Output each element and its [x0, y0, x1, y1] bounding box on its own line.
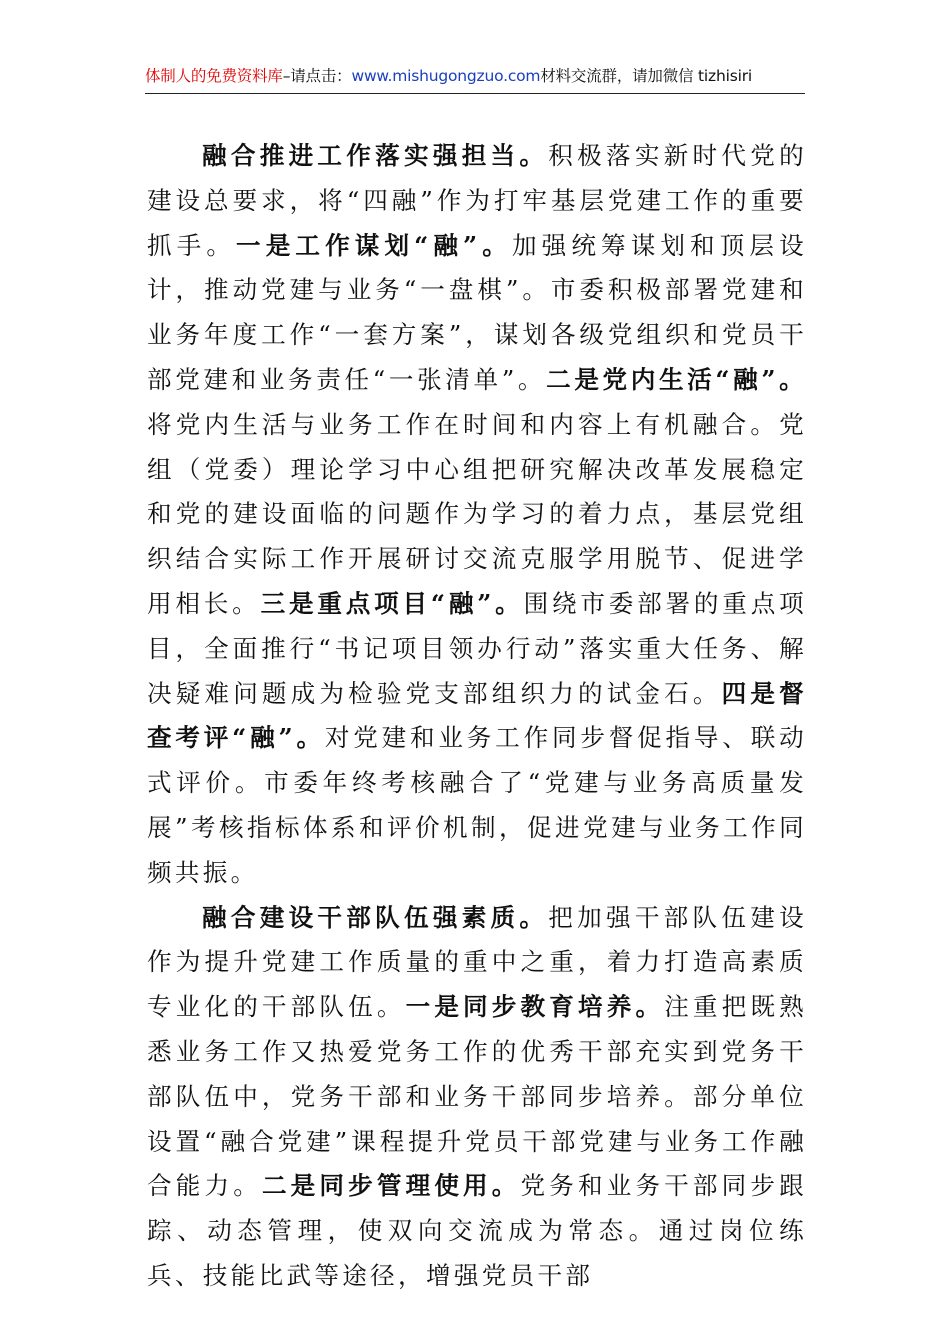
header-url-link[interactable]: www.mishugongzuo.com — [351, 67, 541, 85]
header-prompt: –请点击： — [282, 67, 352, 85]
para2-text: 党务和业务干部同步跟踪、动态管理，使双向交流成为常态。通过岗位练兵、技能比武等途径，增强党员干部 — [147, 1171, 808, 1290]
para1-point-4: 四是督查考评“融”。 — [147, 678, 807, 753]
para1-point-1: 一是工作谋划“融”。 — [236, 230, 512, 260]
para1-text: 围绕市委部署的重点项目，全面推行“书记项目领办行动”落实重大任务、解决疑难问题成为检验党支部组织力的试金石。 — [147, 588, 807, 708]
para2-text: 注重把既熟悉业务工作又热爱党务工作的优秀干部充实到党务干部队伍中，党务干部和业务干部同步培养。部分单位设置“融合党建”课程提升党员干部党建与业务工作融合能力。 — [147, 992, 808, 1201]
para1-point-3: 三是重点项目“融”。 — [260, 588, 524, 618]
paragraph-work-integration — [147, 134, 807, 896]
paragraph-cadre-team — [147, 896, 807, 1299]
para1-text: 将党内生活与业务工作在时间和内容上有机融合。党组（党委）理论学习中心组把研究解决改革发展稳定和党的建设面临的问题作为学习的着力点，基层党组织结合实际工作开展研讨交流克服学用脱节、促进学用相长。 — [147, 409, 807, 618]
document-body — [147, 134, 807, 1299]
header-contact: 材料交流群，请加微信 tizhisiri — [540, 67, 752, 85]
para1-text: 对党建和业务工作同步督促指导、联动式评价。市委年终考核融合了“党建与业务高质量发展”考核指标体系和评价机制，促进党建与业务工作同频共振。 — [147, 723, 807, 887]
para2-point-1: 一是同步教育培养。 — [405, 992, 665, 1022]
para2-heading: 融合建设干部队伍强素质。 — [202, 902, 549, 932]
para1-point-2: 二是党内生活“融”。 — [546, 364, 807, 394]
page-header — [145, 66, 805, 86]
header-brand: 体制人的免费资料库 — [145, 67, 283, 85]
header-divider — [145, 93, 805, 94]
para2-point-2: 二是同步管理使用。 — [261, 1171, 521, 1201]
para1-text: 加强统筹谋划和顶层设计，推动党建与业务“一盘棋”。市委积极部署党建和业务年度工作“一套方案”，谋划各级党组织和党员干部党建和业务责任“一张清单”。 — [147, 230, 807, 394]
para1-heading: 融合推进工作落实强担当。 — [202, 141, 549, 170]
para2-text: 把加强干部队伍建设作为提升党建工作质量的重中之重，着力打造高素质专业化的干部队伍。 — [147, 902, 807, 1022]
para1-text: 积极落实新时代党的建设总要求，将“四融”作为打牢基层党建工作的重要抓手。 — [147, 141, 807, 260]
